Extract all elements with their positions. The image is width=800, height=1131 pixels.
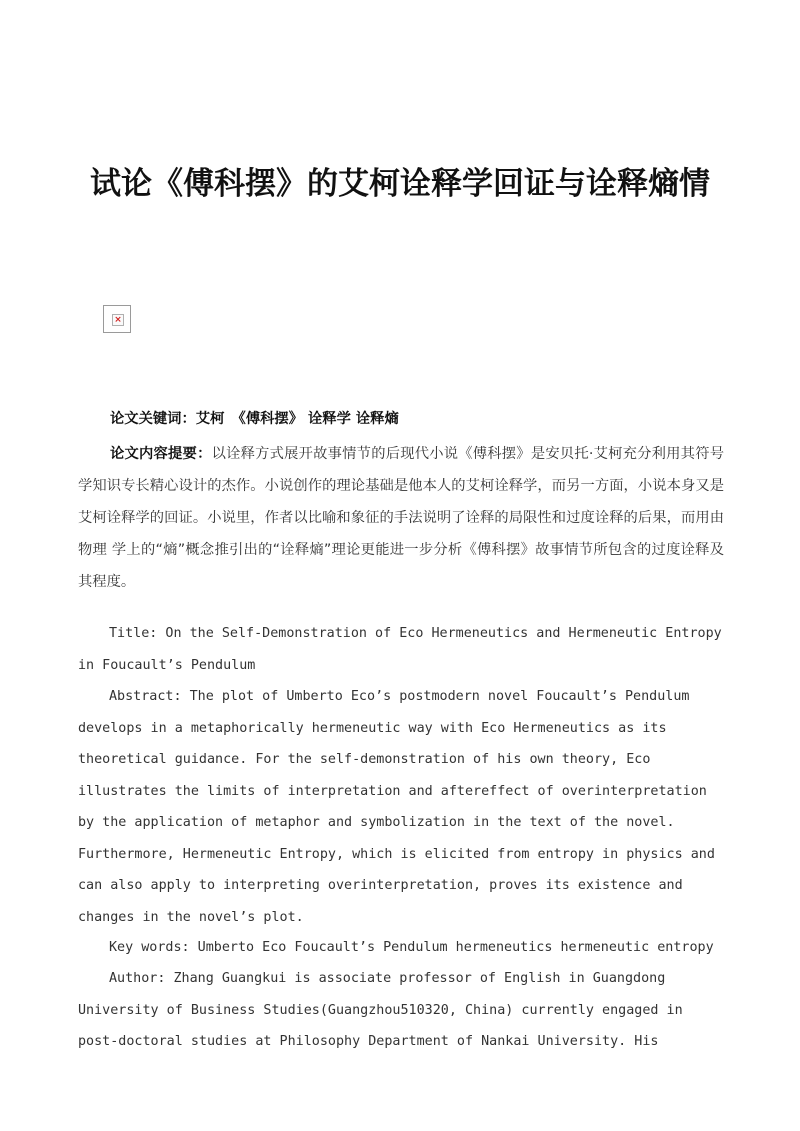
broken-image-placeholder [103, 305, 131, 333]
english-title: Title: On the Self-Demonstration of Eco Hermeneutics and Hermeneutic Entropy in Foucault’s Pendulum [78, 626, 722, 673]
chinese-keywords-label: 论文关键词： [110, 411, 196, 427]
chinese-abstract-label: 论文内容提要： [110, 446, 212, 462]
chinese-keywords-text: 艾柯 《傅科摆》 诠释学 诠释熵 [195, 411, 399, 427]
english-keywords: Key words: Umberto Eco Foucault’s Pendulum hermeneutics hermeneutic entropy [109, 940, 714, 955]
broken-image-icon: × [112, 314, 124, 326]
chinese-abstract-text: 以诠释方式展开故事情节的后现代小说《傅科摆》是安贝托·艾柯充分利用其符号学知识专长精心设计的杰作。小说创作的理论基础是他本人的艾柯诠释学，而另一方面，小说本身又是艾柯诠释学的回证。小说里，作者以比喻和象征的手法说明了诠释的局限性和过度诠释的后果，而用由 物理 学上的“熵”概念推引出的“诠释熵”理论更能进一步分析《傅科摆》故事情节所包含的过度诠释及其程度。 [78, 446, 724, 590]
english-author: Author: Zhang Guangkui is associate professor of English in Guangdong University of Business Studies(Guangzhou510320, China) currently engaged in post-doctoral studies at Philosophy Department of Nankai University. His [78, 971, 683, 1049]
chinese-keywords [78, 406, 724, 432]
chinese-abstract [78, 438, 724, 598]
english-abstract: Abstract: The plot of Umberto Eco’s postmodern novel Foucault’s Pendulum develops in a metaphorically hermeneutic way with Eco Hermeneutics as its theoretical guidance. For the self-demonstration of his own theory, Eco illustrates the limits of interpretation and aftereffect of overinterpretation by the application of metaphor and symbolization in the text of the novel. Furthermore, Hermeneutic Entropy, which is elicited from entropy in physics and can also apply to interpreting overinterpretation, proves its existence and changes in the novel’s plot. [78, 689, 715, 925]
page-title: 试论《傅科摆》的艾柯诠释学回证与诠释熵情 [90, 166, 710, 202]
